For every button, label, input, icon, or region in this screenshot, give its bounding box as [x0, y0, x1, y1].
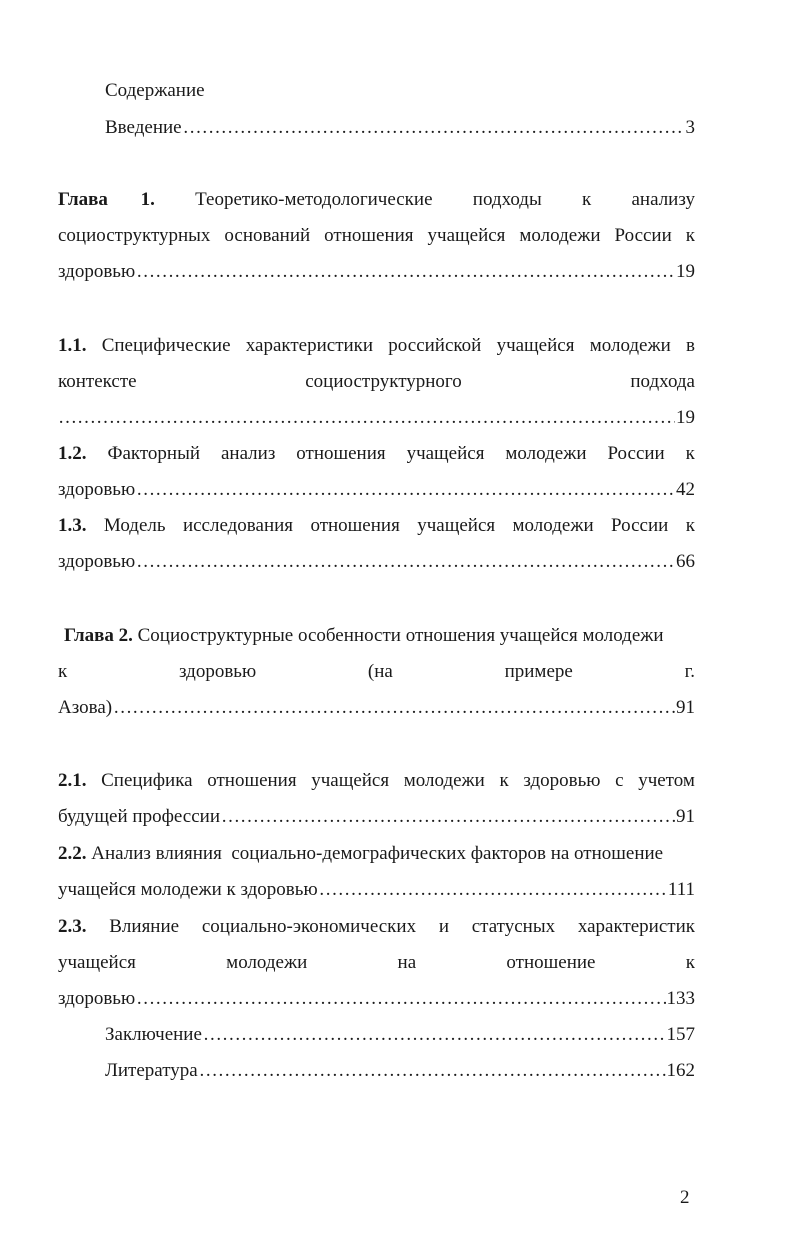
section-number: 2.3. [58, 916, 87, 937]
word: российской [388, 335, 482, 356]
toc-page: 91 [676, 697, 695, 718]
word: России [607, 443, 665, 464]
section-number: 2.2. [58, 843, 87, 864]
toc-title: Содержание [105, 80, 205, 101]
section-2-3-line-1[interactable] [58, 914, 695, 940]
dot-leader [113, 695, 675, 721]
word: учащейся [496, 335, 575, 356]
toc-entry-section-1-1[interactable] [58, 405, 695, 431]
word: анализ [220, 443, 276, 464]
word: в [686, 335, 695, 356]
dot-leader [183, 115, 685, 141]
word: отношения [207, 770, 297, 791]
word: подходы [472, 189, 542, 210]
word: молодежи [505, 443, 587, 464]
word: и [438, 916, 449, 937]
word: Факторный [107, 443, 201, 464]
chapter-2-line-2 [58, 659, 695, 685]
toc-entry-conclusion[interactable] [105, 1022, 695, 1048]
word: характеристики [245, 335, 374, 356]
toc-entry-section-2-1[interactable] [58, 804, 695, 830]
chapter-2-heading-line[interactable] [64, 623, 695, 649]
word: к [58, 661, 68, 682]
toc-label: здоровью [58, 479, 136, 500]
word: Специфические [101, 335, 231, 356]
toc-label: Введение [105, 117, 182, 138]
dot-leader [221, 804, 675, 830]
dot-leader [136, 986, 665, 1012]
toc-page: 42 [676, 479, 695, 500]
dot-leader [319, 877, 667, 903]
word: отношения [296, 443, 386, 464]
toc-label: здоровью [58, 261, 136, 282]
toc-page: 157 [666, 1024, 695, 1045]
word: (на [367, 661, 393, 682]
word: молодежи [403, 770, 485, 791]
dot-leader [136, 259, 675, 285]
word: с [615, 770, 624, 791]
word: г. [684, 661, 695, 682]
toc-entry-section-2-2[interactable] [58, 877, 695, 903]
word: анализу [631, 189, 695, 210]
toc-label: будущей профессии [58, 806, 220, 827]
word: здоровью [523, 770, 601, 791]
toc-entry-chapter-1[interactable] [58, 259, 695, 285]
chapter-1-label: Глава 1. [58, 189, 155, 210]
word: исследования [182, 515, 294, 536]
word: к [685, 952, 695, 973]
toc-page: 19 [676, 261, 695, 282]
section-1-2-line-1[interactable] [58, 441, 695, 467]
word: статусных [471, 916, 556, 937]
word: подхода [630, 371, 695, 392]
word: к [582, 189, 592, 210]
word: Специфика [101, 770, 193, 791]
word: учащейся [58, 952, 136, 973]
toc-page: 19 [676, 407, 695, 428]
toc-page: 66 [676, 551, 695, 572]
toc-entry-intro[interactable] [105, 115, 695, 141]
word: к [499, 770, 509, 791]
section-2-1-line-1[interactable] [58, 768, 695, 794]
chapter-2-label: Глава 2. [64, 625, 133, 646]
toc-label: Литература [105, 1060, 198, 1081]
page-number: 2 [680, 1187, 690, 1208]
toc-page: 111 [667, 879, 695, 900]
word: России [611, 515, 669, 536]
word: контексте [58, 371, 137, 392]
word: отношение [506, 952, 596, 973]
word: социально-экономических [201, 916, 417, 937]
word: отношения [310, 515, 400, 536]
word: учащейся [406, 443, 485, 464]
word: учетом [638, 770, 695, 791]
word: Влияние [109, 916, 180, 937]
section-1-3-line-1[interactable] [58, 513, 695, 539]
word: Модель [103, 515, 166, 536]
section-number: 2.1. [58, 770, 87, 791]
word: к [685, 443, 695, 464]
word: примере [504, 661, 573, 682]
word: характеристик [577, 916, 695, 937]
word: учащейся [417, 515, 496, 536]
toc-entry-section-2-3[interactable] [58, 986, 695, 1012]
dot-leader [203, 1022, 666, 1048]
toc-entry-section-1-2[interactable] [58, 477, 695, 503]
dot-leader [136, 549, 675, 575]
toc-entry-section-1-3[interactable] [58, 549, 695, 575]
toc-page: 3 [685, 117, 695, 138]
section-2-2-line-1[interactable] [58, 841, 695, 867]
chapter-1-heading-line[interactable] [58, 187, 695, 213]
toc-label: Заключение [105, 1024, 202, 1045]
toc-page: 133 [666, 988, 695, 1009]
word: Теоретико-методологические [195, 189, 433, 210]
word: молодежи [589, 335, 671, 356]
toc-label: здоровью [58, 988, 136, 1009]
toc-entry-literature[interactable] [105, 1058, 695, 1084]
word: здоровью [178, 661, 257, 682]
toc-page: 162 [666, 1060, 695, 1081]
word: к [685, 515, 695, 536]
word: на [397, 952, 417, 973]
section-2-3-line-2 [58, 950, 695, 976]
word: учащейся [311, 770, 390, 791]
dot-leader [199, 1058, 666, 1084]
section-1-1-line-1[interactable] [58, 333, 695, 359]
chapter-1-line-2: социоструктурных оснований отношения учащейся молодежи России к [58, 225, 695, 246]
word: молодежи [226, 952, 308, 973]
section-number: 1.2. [58, 443, 87, 464]
section-number: 1.3. [58, 515, 87, 536]
dot-leader [58, 405, 675, 431]
dot-leader [136, 477, 675, 503]
section-number: 1.1. [58, 335, 87, 356]
section-1-1-line-2 [58, 369, 695, 395]
toc-page: 91 [676, 806, 695, 827]
word: социоструктурного [305, 371, 462, 392]
toc-entry-chapter-2[interactable] [58, 695, 695, 721]
section-2-2-title: Анализ влияния социально-демографических факторов на отношение [91, 843, 664, 864]
word: молодежи [512, 515, 594, 536]
chapter-2-title: Социоструктурные особенности отношения учащейся молодежи [137, 625, 664, 646]
toc-label: учащейся молодежи к здоровью [58, 879, 318, 900]
toc-label: здоровью [58, 551, 136, 572]
toc-label: Азова) [58, 697, 113, 718]
